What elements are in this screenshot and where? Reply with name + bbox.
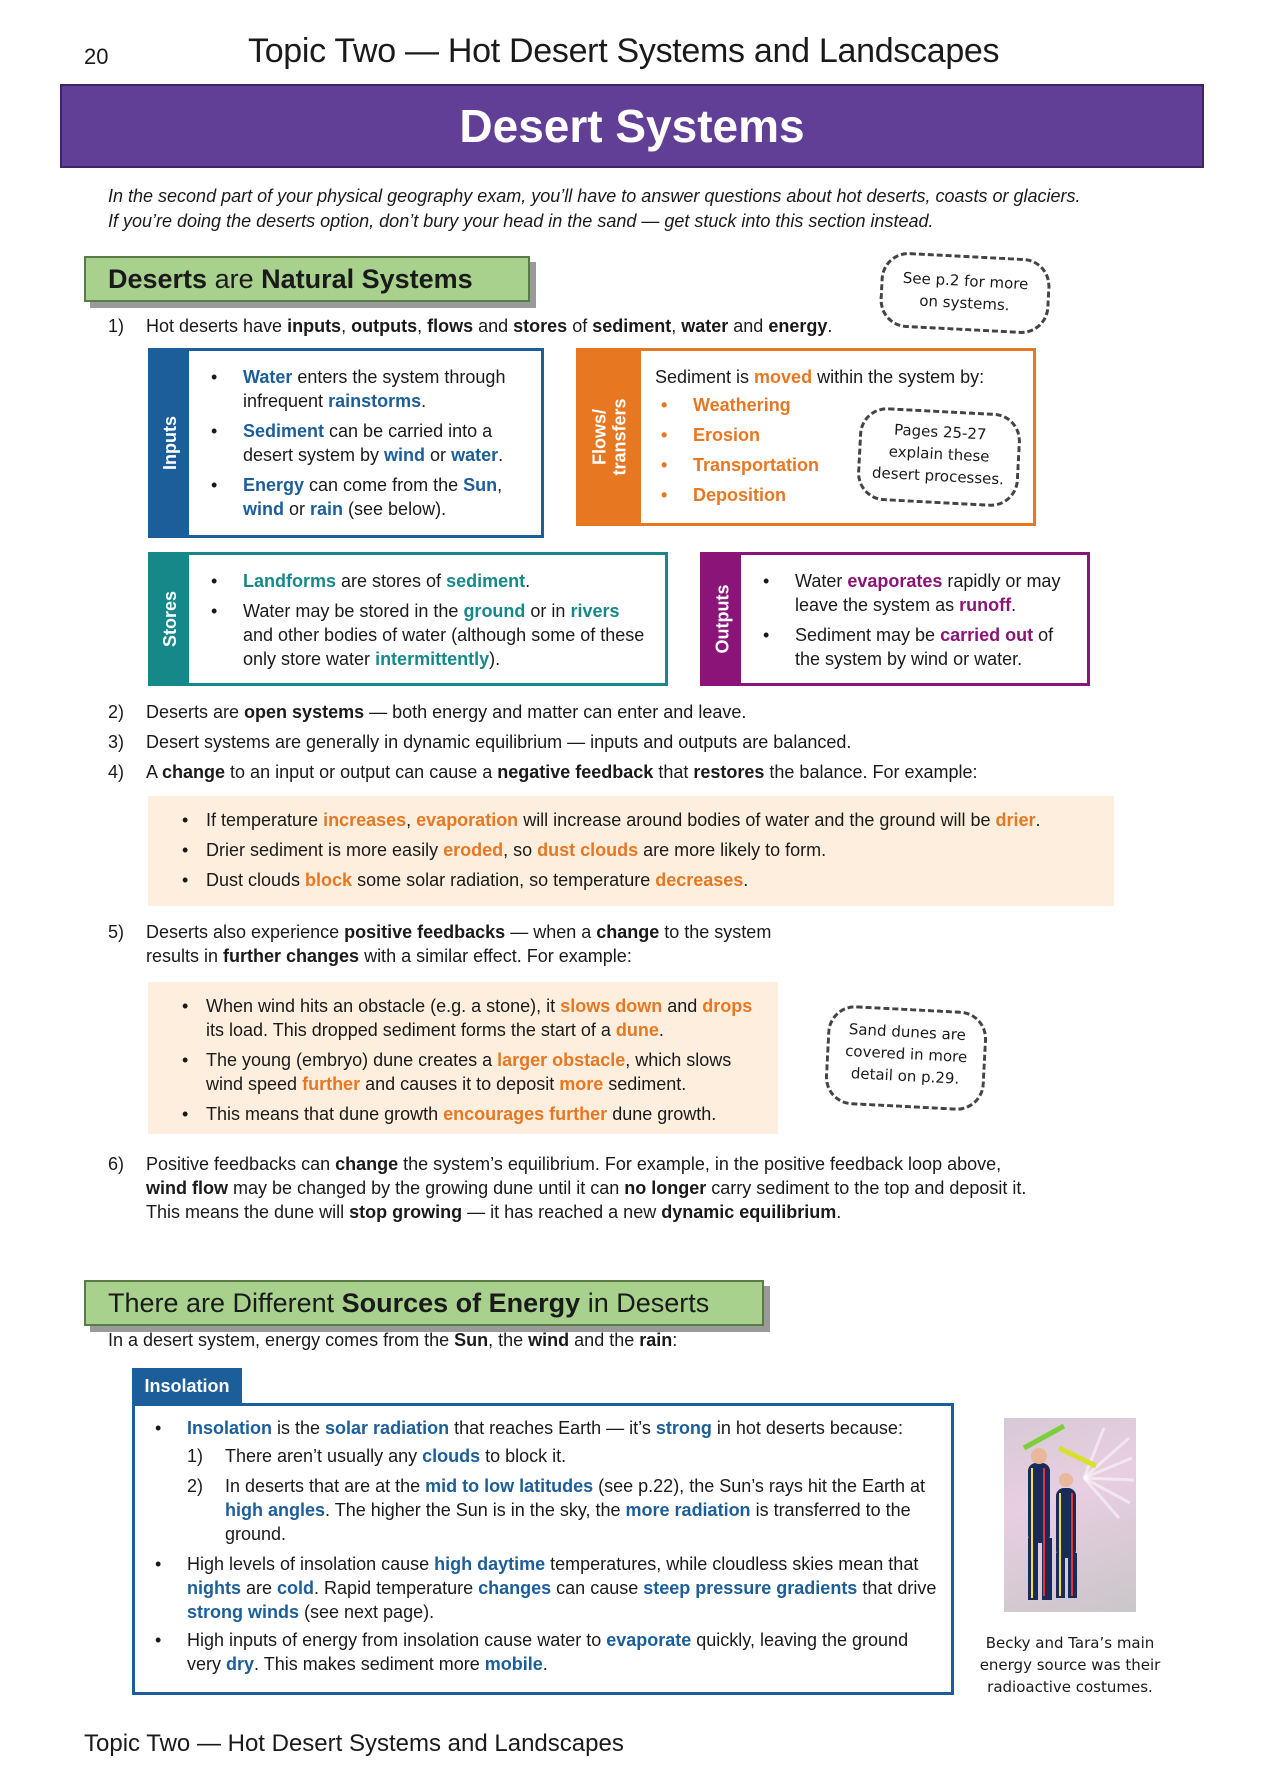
list-item: • Sediment may be carried out of the system by wind or water. [757,623,1073,671]
section-heading-energy-sources: There are Different Sources of Energy in Deserts [84,1280,764,1326]
intro-line: If you’re doing the deserts option, don’t bury your head in the sand — get stuck into this section instead. [108,211,934,231]
list-item: • Water may be stored in the ground or in rivers and other bodies of water (although some of these only store water intermittently). [205,599,651,671]
stores-box [148,552,668,686]
list-item: • Energy can come from the Sun, wind or rain (see below). [205,473,527,521]
note-cloud-dunes: Sand dunes are covered in more detail on p.29. [823,1004,988,1112]
list-item: • Dust clouds block some solar radiation, so temperature decreases. [168,868,1094,892]
insolation-tab: Insolation [132,1368,242,1404]
list-item: • Deposition [655,483,984,507]
inputs-box [148,348,544,538]
list-item: • High inputs of energy from insolation cause water to evaporate quickly, leaving the ground very dry. This makes sediment more mobile. [147,1628,937,1676]
positive-feedback-box [148,982,778,1134]
section-heading-natural-systems: Deserts are Natural Systems [84,256,530,302]
note-cloud-systems: See p.2 for more on systems. [878,251,1052,336]
list-item: • Sediment can be carried into a desert system by wind or water. [205,419,527,467]
flows-lead: Sediment is moved within the system by: [655,367,985,387]
point-4: 4) A change to an input or output can cause a negative feedback that restores the balance. For example: [108,762,978,782]
list-item: • High levels of insolation cause high daytime temperatures, while cloudless skies mean that nights are cold. Rapid temperature changes can cause steep pressure gradients that drive strong winds (see next page). [147,1552,937,1624]
dancers-illustration-icon [1004,1418,1136,1612]
list-item: 1) There aren’t usually any clouds to block it. [187,1446,567,1466]
list-item: • Water enters the system through infrequent rainstorms. [205,365,527,413]
page-number: 20 [84,44,109,69]
note-cloud-processes: Pages 25-27 explain these desert processes. [856,406,1023,508]
point-2: 2) Deserts are open systems — both energy and matter can enter and leave. [108,702,747,722]
point-1: 1) Hot deserts have inputs, outputs, flows and stores of sediment, water and energy. [108,316,833,336]
photo-caption: Becky and Tara’s main energy source was their radioactive costumes. [979,1634,1161,1696]
outputs-label: Outputs [703,555,741,683]
flows-label: Flows/ transfers [579,351,641,523]
list-item: • Weathering [655,393,984,417]
page-title-banner [60,84,1204,168]
list-item: 2) In deserts that are at the mid to low latitudes (see p.22), the Sun’s rays hit the Earth at high angles. The higher the Sun is in the sky, the more radiation is transferred to the ground. [187,1476,925,1544]
intro-text [108,184,1188,234]
point-6: 6) Positive feedbacks can change the system’s equilibrium. For example, in the positive feedback loop above, wind flow may be changed by the growing dune until it can no longer carry sediment to the top and deposit it. This means the dune will stop growing — it has reached a new dynamic equilibrium. [108,1154,1027,1222]
list-item: • Transportation [655,453,984,477]
point-5: 5) Deserts also experience positive feedbacks — when a change to the system results in further changes with a similar effect. For example: [108,922,772,966]
energy-intro: In a desert system, energy comes from the Sun, the wind and the rain: [108,1330,678,1350]
list-item: • This means that dune growth encourages further dune growth. [168,1102,758,1126]
page-title: Desert Systems [459,100,805,152]
list-item: • If temperature increases, evaporation will increase around bodies of water and the ground will be drier. [168,808,1094,832]
point-3: 3) Desert systems are generally in dynamic equilibrium — inputs and outputs are balanced. [108,732,852,752]
outputs-box [700,552,1090,686]
inputs-label: Inputs [151,351,189,535]
list-item: • Water evaporates rapidly or may leave the system as runoff. [757,569,1073,617]
list-item: • Drier sediment is more easily eroded, so dust clouds are more likely to form. [168,838,1094,862]
dancers-photo [1004,1418,1136,1612]
stores-label: Stores [151,555,189,683]
insolation-box [132,1403,954,1695]
list-item: • Erosion [655,423,984,447]
running-header: Topic Two — Hot Desert Systems and Landscapes [248,32,1000,70]
list-item: • Insolation is the solar radiation that reaches Earth — it’s strong in hot deserts because: [147,1416,937,1440]
page-footer: Topic Two — Hot Desert Systems and Landscapes [84,1730,624,1757]
intro-line: In the second part of your physical geography exam, you’ll have to answer questions about hot deserts, coasts or glaciers. [108,186,1081,206]
list-item: • When wind hits an obstacle (e.g. a stone), it slows down and drops its load. This dropped sediment forms the start of a dune. [168,994,758,1042]
negative-feedback-box [148,796,1114,906]
list-item: • Landforms are stores of sediment. [205,569,651,593]
list-item: • The young (embryo) dune creates a larger obstacle, which slows wind speed further and causes it to deposit more sediment. [168,1048,758,1096]
